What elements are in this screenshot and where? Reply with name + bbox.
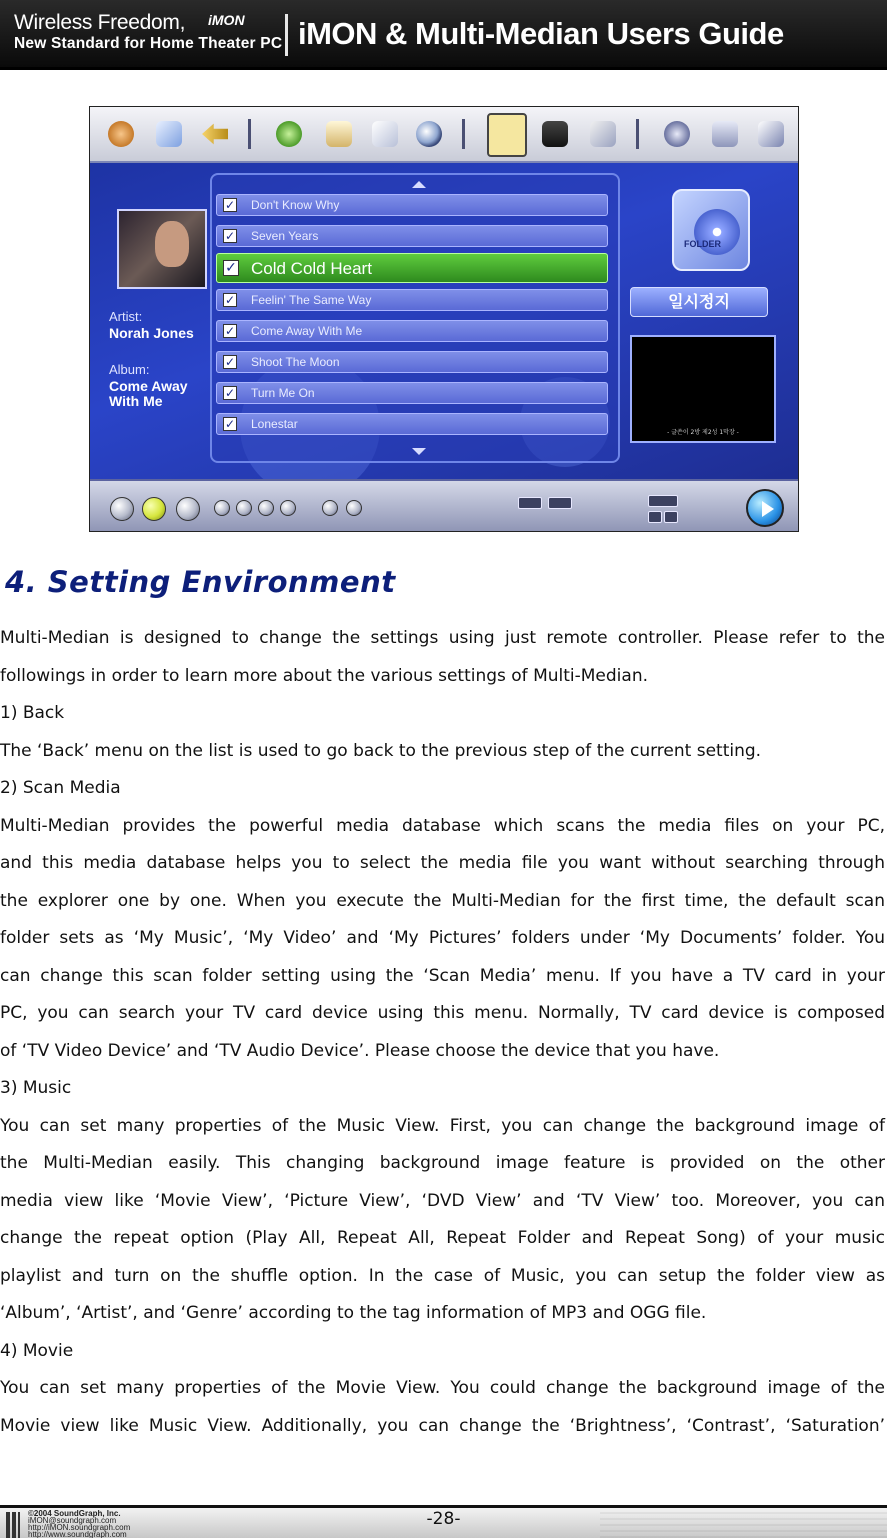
track-item[interactable] — [216, 351, 608, 373]
section-heading: 4. Setting Environment — [5, 565, 396, 599]
mode-button[interactable] — [518, 497, 542, 509]
track-title: Feelin' The Same Way — [251, 293, 372, 307]
text-line: followings in order to learn more about the various settings of Multi-Median. — [0, 665, 648, 686]
movie-icon[interactable] — [542, 121, 568, 147]
text-line: Multi-Median provides the powerful media database which scans the media files on your PC, — [0, 815, 885, 836]
text-line: Movie view like Music View. Additionally, you can change the ‘Brightness’, ‘Contrast’, ‘Saturation’ — [0, 1415, 885, 1436]
track-title: Lonestar — [251, 417, 298, 431]
track-item[interactable] — [216, 382, 608, 404]
text-line: You can set many properties of the Movie View. You could change the background image of the — [0, 1378, 885, 1398]
checkbox[interactable]: ✓ — [224, 229, 236, 243]
track-title: Come Away With Me — [251, 324, 363, 338]
track-item[interactable] — [216, 194, 608, 216]
video-preview — [630, 335, 776, 443]
brand-subtitle: New Standard for Home Theater PC — [14, 35, 283, 52]
volume-up-icon[interactable] — [346, 500, 362, 516]
text-line: and this media database helps you to select the media file you want without searching through — [0, 853, 885, 873]
album-value-line2: With Me — [109, 393, 163, 409]
option-button[interactable] — [548, 497, 572, 509]
text-line: the explorer one by one. When you execute the Multi-Median for the first time, the default scan — [0, 890, 885, 911]
footer-url: http://iMON.soundgraph.com — [28, 1523, 131, 1532]
big-play-button[interactable] — [746, 489, 784, 527]
playback-control-bar — [90, 479, 799, 532]
track-title: Turn Me On — [251, 386, 315, 400]
dvd-icon[interactable] — [664, 121, 690, 147]
text-line: The ‘Back’ menu on the list is used to go back to the previous step of the current setting. — [0, 740, 762, 761]
header-divider — [285, 14, 288, 56]
guide-title: iMON & Multi-Median Users Guide — [298, 16, 784, 51]
picture-icon[interactable] — [372, 121, 398, 147]
track-title: Don't Know Why — [251, 198, 340, 212]
text-line: the Multi-Median easily. This changing background image feature is provided on the other — [0, 1153, 885, 1173]
top-toolbar — [90, 107, 799, 163]
music-folder-icon[interactable] — [487, 113, 527, 157]
house-icon[interactable] — [156, 121, 182, 147]
text-line: You can set many properties of the Music View. First, you can change the background image of — [0, 1115, 885, 1136]
album-value-line1: Come Away — [109, 378, 188, 394]
scroll-down-icon[interactable] — [412, 448, 426, 455]
body-text — [0, 620, 885, 1445]
minus-button[interactable] — [648, 511, 662, 523]
text-line: PC, you can search your TV card device using this menu. Normally, TV card device is composed — [0, 1003, 885, 1023]
text-line: 3) Music — [0, 1078, 72, 1098]
footer-url: http://www.soundgraph.com — [28, 1530, 127, 1538]
text-line: of ‘TV Video Device’ and ‘TV Audio Device’. Please choose the device that you have. — [0, 1040, 720, 1061]
preview-caption: - 글쓴이 2방 제2성 1막장 - — [667, 429, 739, 436]
play-icon[interactable] — [110, 497, 134, 521]
stop-icon[interactable] — [176, 497, 200, 521]
home-icon[interactable] — [108, 121, 134, 147]
footer-copyright: ©2004 SoundGraph, Inc. — [28, 1509, 121, 1518]
track-item[interactable] — [216, 289, 608, 311]
next-track-icon[interactable] — [280, 500, 296, 516]
toolbar-divider — [462, 119, 465, 149]
scan-icon[interactable] — [276, 121, 302, 147]
checkbox[interactable]: ✓ — [224, 386, 236, 400]
text-line: 1) Back — [0, 703, 65, 723]
checkbox[interactable]: ✓ — [224, 417, 236, 431]
track-title: Cold Cold Heart — [251, 259, 372, 278]
settings-icon[interactable] — [758, 121, 784, 147]
album-cover-portrait — [155, 221, 189, 267]
track-item[interactable] — [216, 225, 608, 247]
album-cover-image — [117, 209, 207, 289]
artist-value: Norah Jones — [109, 325, 194, 341]
brand-tagline: Wireless Freedom, — [14, 11, 186, 34]
volume-down-icon[interactable] — [322, 500, 338, 516]
back-arrow-icon[interactable] — [202, 121, 228, 147]
search-icon[interactable] — [416, 121, 442, 147]
folder-label: FOLDER — [684, 239, 721, 249]
toolbar-divider — [636, 119, 639, 149]
imon-logo: iMON — [208, 12, 245, 28]
track-title: Shoot The Moon — [251, 355, 340, 369]
checkbox[interactable]: ✓ — [224, 198, 236, 212]
header-banner — [0, 0, 887, 70]
text-line: media view like ‘Movie View’, ‘Picture View’, ‘DVD View’ and ‘TV View’ too. Moreover, you can — [0, 1190, 885, 1211]
page-number: -28- — [426, 1509, 461, 1529]
folder-icon[interactable] — [672, 189, 750, 271]
track-title: Seven Years — [251, 229, 319, 243]
footer-email: iMON@soundgraph.com — [28, 1516, 117, 1525]
artist-label: Artist: — [109, 309, 143, 324]
checkbox[interactable]: ✓ — [224, 355, 236, 369]
play-icon — [762, 501, 774, 517]
checkbox[interactable]: ✓ — [223, 260, 239, 276]
document-icon[interactable] — [326, 121, 352, 147]
checkbox[interactable]: ✓ — [224, 324, 236, 338]
scroll-up-icon[interactable] — [412, 181, 426, 188]
plus-button[interactable] — [664, 511, 678, 523]
text-line: playlist and turn on the shuffle option. In the case of Music, you can setup the folder view as — [0, 1265, 885, 1286]
album-label: Album: — [109, 362, 150, 377]
pause-icon[interactable] — [142, 497, 166, 521]
toolbar-divider — [248, 119, 251, 149]
fast-forward-icon[interactable] — [258, 500, 274, 516]
rewind-icon[interactable] — [236, 500, 252, 516]
photo-icon[interactable] — [590, 121, 616, 147]
track-item[interactable] — [216, 413, 608, 435]
text-line: 4) Movie — [0, 1340, 74, 1361]
checkbox[interactable]: ✓ — [224, 293, 236, 307]
tv-icon[interactable] — [712, 121, 738, 147]
text-line: change the repeat option (Play All, Repeat All, Repeat Folder and Repeat Song) of your music — [0, 1228, 885, 1248]
multi-median-screenshot — [89, 106, 799, 532]
text-line: folder sets as ‘My Music’, ‘My Video’ and ‘My Pictures’ folders under ‘My Documents’ folder. You — [0, 928, 885, 948]
track-item[interactable] — [216, 320, 608, 342]
prev-track-icon[interactable] — [214, 500, 230, 516]
text-line: Multi-Median is designed to change the settings using just remote controller. Please refer to the — [0, 628, 885, 648]
text-line: ‘Album’, ‘Artist’, and ‘Genre’ according to the tag information of MP3 and OGG file. — [0, 1303, 707, 1323]
track-item[interactable] — [216, 253, 608, 283]
text-line: 2) Scan Media — [0, 778, 121, 798]
channel-up-button[interactable] — [648, 495, 678, 507]
text-line: can change this scan folder setting using the ‘Scan Media’ menu. If you have a TV card in your — [0, 965, 885, 986]
pause-button[interactable]: 일시정지 — [630, 287, 768, 317]
